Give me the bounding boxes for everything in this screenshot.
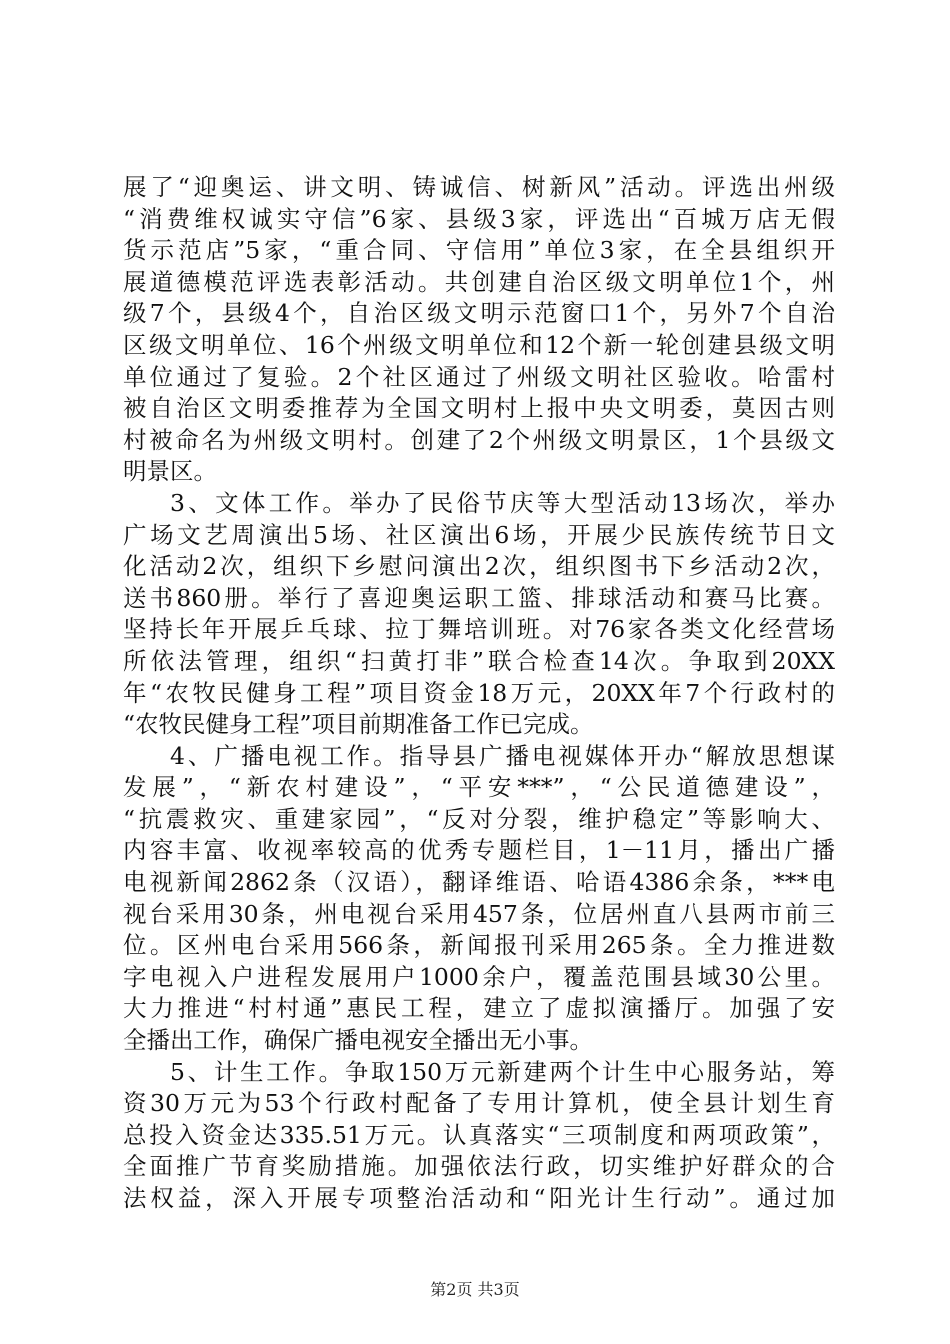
text-line: 大力推进“村村通”惠民工程，建立了虚拟演播厅。加强了安	[123, 994, 835, 1023]
text-line: 化活动2次，组织下乡慰问演出2次，组织图书下乡活动2次，	[123, 552, 835, 581]
text-line: 总投入资金达335.51万元。认真落实“三项制度和两项政策”，	[123, 1120, 835, 1149]
text-line: “消费维权诚实守信”6家、县级3家，评选出“百城万店无假	[123, 204, 835, 233]
text-line: 级7个，县级4个，自治区级文明示范窗口1个，另外7个自治	[123, 299, 835, 328]
text-line: 单位通过了复验。2个社区通过了州级文明社区验收。哈雷村	[123, 362, 835, 391]
text-line: 年“农牧民健身工程”项目资金18万元，20XX年7个行政村的	[123, 678, 835, 707]
text-line: 字电视入户进程发展用户1000余户，覆盖范围县域30公里。	[123, 962, 835, 991]
text-line: 电视新闻2862条（汉语），翻译维语、哈语4386余条，***电	[123, 868, 835, 897]
text-line: 内容丰富、收视率较高的优秀专题栏目，1－11月，播出广播	[123, 836, 835, 865]
text-line: “农牧民健身工程”项目前期准备工作已完成。	[123, 710, 594, 739]
text-line: 展道德模范评选表彰活动。共创建自治区级文明单位1个，州	[123, 267, 835, 296]
page-footer: 第2页 共3页	[430, 1280, 520, 1299]
text-line: 全面推广节育奖励措施。加强依法行政，切实维护好群众的合	[123, 1152, 835, 1181]
text-line: 所依法管理，组织“扫黄打非”联合检查14次。争取到20XX	[123, 646, 835, 675]
body-text	[123, 172, 835, 1215]
text-line: 被自治区文明委推荐为全国文明村上报中央文明委，莫因古则	[123, 394, 835, 423]
text-line: 法权益，深入开展专项整治活动和“阳光计生行动”。通过加	[123, 1184, 835, 1212]
text-line: 位。区州电台采用566条，新闻报刊采用265条。全力推进数	[123, 931, 835, 960]
text-line: 区级文明单位、16个州级文明单位和12个新一轮创建县级文明	[123, 330, 835, 359]
text-line: 视台采用30条，州电视台采用457条，位居州直八县两市前三	[123, 899, 835, 928]
text-line: 4、广播电视工作。指导县广播电视媒体开办“解放思想谋	[170, 741, 835, 770]
text-line: 3、文体工作。举办了民俗节庆等大型活动13场次，举办	[170, 488, 835, 517]
text-line: 全播出工作，确保广播电视安全播出无小事。	[123, 1026, 593, 1055]
text-line: 送书860册。举行了喜迎奥运职工篮、排球活动和赛马比赛。	[123, 583, 835, 612]
text-line: 发展”，“新农村建设”，“平安***”，“公民道德建设”，	[123, 773, 835, 802]
text-line: 坚持长年开展乒乓球、拉丁舞培训班。对76家各类文化经营场	[123, 615, 835, 644]
text-line: 村被命名为州级文明村。创建了2个州级文明景区，1个县级文	[123, 425, 835, 454]
text-line: 5、计生工作。争取150万元新建两个计生中心服务站，筹	[170, 1057, 835, 1086]
text-line: 货示范店”5家，“重合同、守信用”单位3家，在全县组织开	[123, 236, 835, 265]
text-line: “抗震救灾、重建家园”，“反对分裂，维护稳定”等影响大、	[123, 804, 835, 833]
text-line: 展了“迎奥运、讲文明、铸诚信、树新风”活动。评选出州级	[123, 173, 835, 201]
text-line: 资30万元为53个行政村配备了专用计算机，使全县计划生育	[123, 1089, 835, 1118]
text-line: 广场文艺周演出5场、社区演出6场，开展少民族传统节日文	[123, 520, 835, 549]
text-line: 明景区。	[123, 457, 217, 486]
